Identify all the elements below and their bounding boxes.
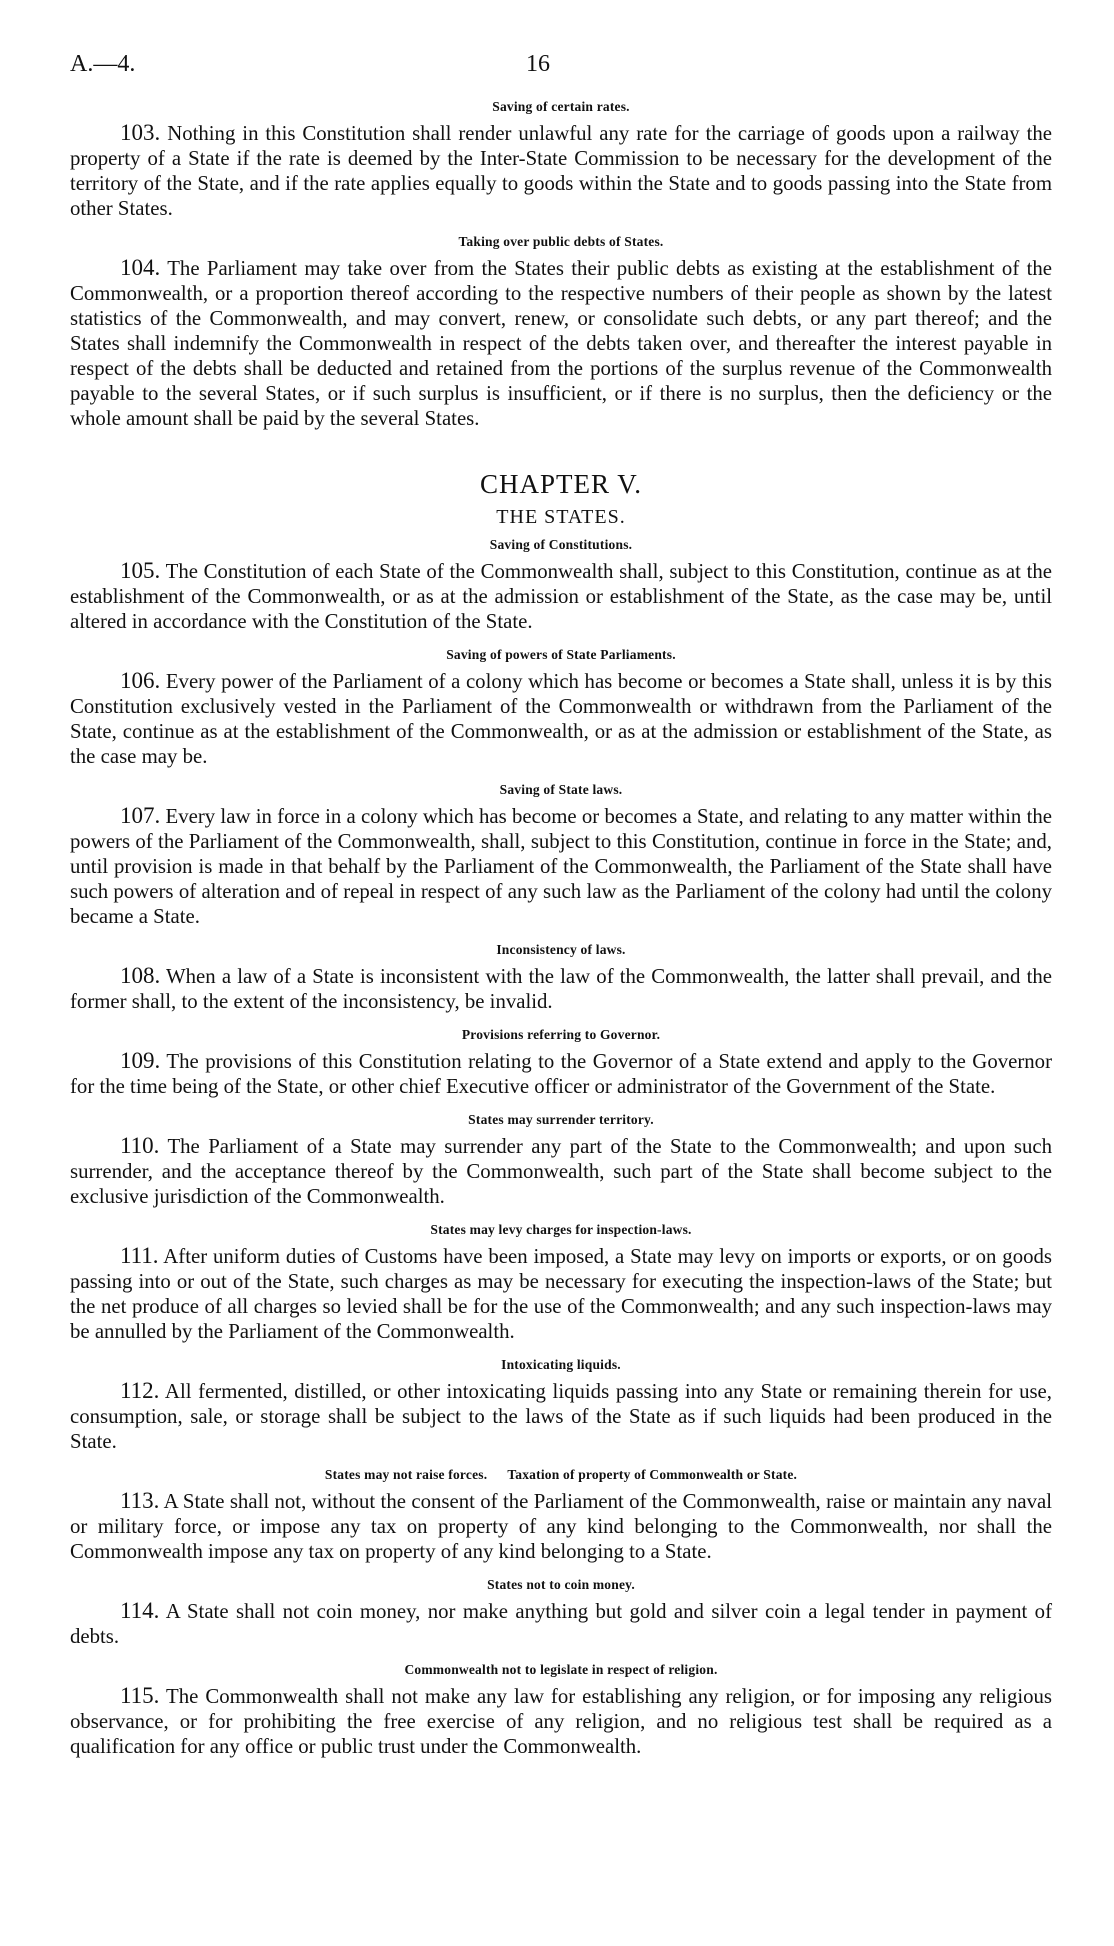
section-104-margin-note: Taking over public debts of States. [458,234,664,249]
section-105-margin-note: Saving of Constitutions. [489,537,633,552]
section-105 [70,558,1052,634]
section-113-margin-note-left: States may not raise forces. [324,1467,488,1482]
section-number: 103. [120,120,161,145]
section-107 [70,803,1052,929]
section-107-margin-note: Saving of State laws. [499,782,623,797]
section-110 [70,1133,1052,1209]
section-number: 107. [120,803,161,828]
page-header [70,52,1052,92]
section-number: 114. [120,1598,160,1623]
section-number: 105. [120,558,161,583]
page-number: 16 [526,51,550,77]
section-text: When a law of a State is inconsistent with the law of the Commonwealth, the latter shall prevail, and the former shall, to the extent of the inconsistency, be invalid. [70,965,1052,1013]
section-text: A State shall not, without the consent of the Parliament of the Commonwealth, raise or maintain any naval or military force, or impose any tax on property of any kind belonging to the Commonwealth, nor shall the Commonwealth impose any tax on property of any kind belonging to a State. [70,1490,1052,1563]
chapter-title: CHAPTER V. [479,469,643,499]
section-103 [70,120,1052,221]
section-109 [70,1048,1052,1099]
section-104 [70,255,1052,431]
section-number: 110. [120,1133,160,1158]
section-110-margin-note: States may surrender territory. [468,1112,654,1127]
section-114-margin-note: States not to coin money. [487,1577,635,1592]
section-112 [70,1378,1052,1454]
section-115-margin-note: Commonwealth not to legislate in respect of religion. [404,1662,718,1677]
section-text: After uniform duties of Customs have been imposed, a State may levy on imports or exports, or on goods passing into or out of the State, such charges as may be necessary for executing the inspection-laws of the State; but the net produce of all charges so levied shall be for the use of the Commonwealth; and any such inspection-laws may be annulled by the Parliament of the Commonwealth. [70,1245,1052,1343]
section-number: 109. [120,1048,161,1073]
section-number: 115. [120,1683,160,1708]
section-115 [70,1683,1052,1759]
section-113 [70,1488,1052,1564]
section-111 [70,1243,1052,1344]
section-109-margin-note: Provisions referring to Governor. [461,1027,661,1042]
section-114 [70,1598,1052,1649]
section-112-margin-note: Intoxicating liquids. [501,1357,621,1372]
section-text: All fermented, distilled, or other intoxicating liquids passing into any State or remaining therein for use, consumption, sale, or storage shall be subject to the laws of the State as if such liquids had been produced in the State. [70,1380,1052,1453]
section-number: 108. [120,963,161,988]
section-text: The Commonwealth shall not make any law for establishing any religion, or for imposing any religious observance, or for prohibiting the free exercise of any religion, and no religious test shall be required as a qualification for any office or public trust under the Commonwealth. [70,1685,1053,1758]
section-number: 104. [120,255,161,280]
section-text: The Parliament may take over from the States their public debts as existing at the establishment of the Commonwealth, or a proportion thereof according to the respective numbers of their people as shown by the latest statistics of the Commonwealth, and may convert, renew, or consolidate such debts, or any part thereof; and the States shall indemnify the Commonwealth in respect of the debts taken over, and thereafter the interest payable in respect of the debts shall be deducted and retained from the portions of the surplus revenue of the Commonwealth payable to the several States, or if such surplus is insufficient, or if there is no surplus, then the deficiency or the whole amount shall be paid by the several States. [70,257,1052,430]
section-text: The provisions of this Constitution relating to the Governor of a State extend and apply to the Governor for the time being of the State, or other chief Executive officer or administrator of the Government of the State. [70,1050,1053,1098]
section-number: 106. [120,668,161,693]
document-code: A.—4. [70,51,136,77]
section-number: 113. [120,1488,160,1513]
section-number: 111. [120,1243,159,1268]
section-text: The Parliament of a State may surrender any part of the State to the Commonwealth; and upon such surrender, and the acceptance thereof by the Commonwealth, such part of the State shall become subject to the exclusive jurisdiction of the Commonwealth. [70,1135,1052,1208]
section-106 [70,668,1052,769]
section-108-margin-note: Inconsistency of laws. [496,942,626,957]
section-text: Every power of the Parliament of a colony which has become or becomes a State shall, unless it is by this Constitution exclusively vested in the Parliament of the Commonwealth or withdrawn from the Parliament of the State, continue as at the establishment of the Commonwealth, or as at the admission or establishment of the State, as the case may be. [70,670,1052,768]
section-113-margin-note-right: Taxation of property of Commonwealth or State. [507,1467,798,1482]
section-text: The Constitution of each State of the Commonwealth shall, subject to this Constitution, continue as at the establishment of the Commonwealth, or as at the admission or establishment of the State, as the case may be, until altered in accordance with the Constitution of the State. [70,560,1052,633]
section-106-margin-note: Saving of powers of State Parliaments. [446,647,676,662]
section-113-margin-notes [70,1466,1052,1484]
section-108 [70,963,1052,1014]
section-111-margin-note: States may levy charges for inspection-laws. [430,1222,692,1237]
chapter-subtitle: THE STATES. [496,506,626,528]
section-text: A State shall not coin money, nor make anything but gold and silver coin a legal tender in payment of debts. [70,1600,1052,1648]
section-text: Every law in force in a colony which has become or becomes a State, and relating to any matter within the powers of the Parliament of the Commonwealth, shall, subject to this Constitution, continue in force in the State; and, until provision is made in that behalf by the Parliament of the Commonwealth, the Parliament of the State shall have such powers of alteration and of repeal in respect of any such law as the Parliament of the colony had until the colony became a State. [70,805,1052,928]
section-number: 112. [120,1378,160,1403]
section-text: Nothing in this Constitution shall render unlawful any rate for the carriage of goods upon a railway the property of a State if the rate is deemed by the Inter-State Commission to be necessary for the development of the territory of the State, and if the rate applies equally to goods within the State and to goods passing into the State from other States. [70,122,1052,220]
section-103-margin-note: Saving of certain rates. [492,99,630,114]
